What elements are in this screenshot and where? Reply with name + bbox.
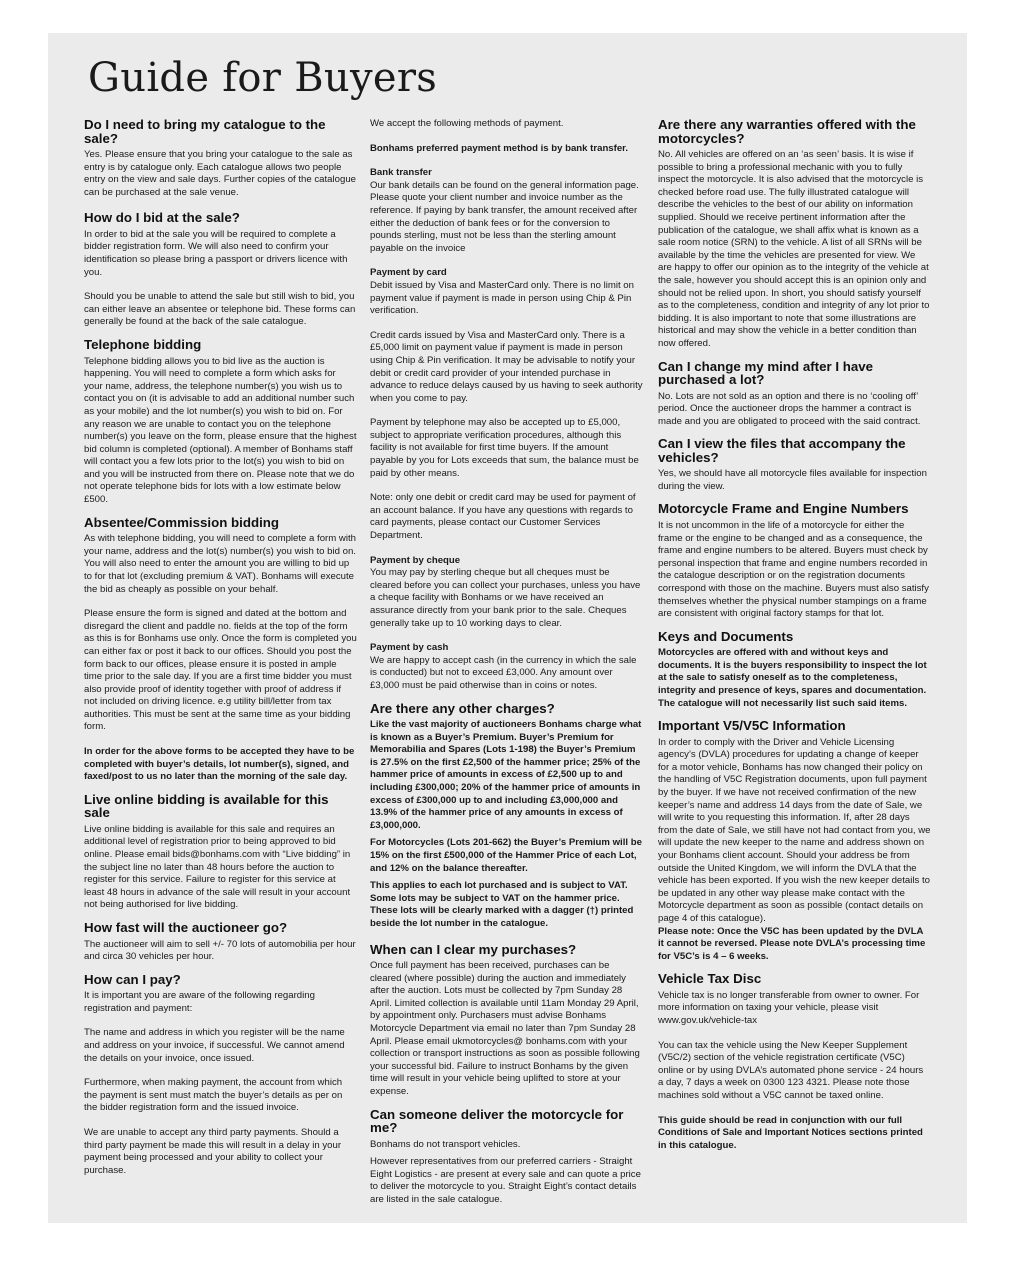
heading-bid: How do I bid at the sale? [84,210,240,226]
text-pay-1: It is important you are aware of the following regarding registration and payment: [84,990,315,1014]
column-right [658,118,931,1164]
text-pay-4: We are unable to accept any third party payments. Should a third party payment be made this will result in a delay in your payment being processed and your ability to collect your purchase. [84,1126,342,1176]
text-preferred: Bonhams preferred payment method is by bank transfer. [370,142,629,154]
text-card-3: Payment by telephone may also be accepted up to £5,000, subject to appropriate verification procedures, although this facility is not available for first time buyers. If the amount payable by you for Lots exceeds that sum, the balance must be paid by other means. [370,417,639,479]
heading-keys: Keys and Documents [658,628,794,644]
text-absentee-3: In order for the above forms to be accepted they have to be completed with buyer’s details, lot number(s), signed, and faxed/post to us no later than the morning of the sale day. [84,746,355,783]
heading-tax: Vehicle Tax Disc [658,971,762,987]
text-pay-2: The name and address in which you register will be the name and address on your invoice, if successful. We cannot amend the details on your invoice, once issued. [84,1027,345,1064]
text-frame: It is not uncommon in the life of a motorcycle for either the frame or the engine to be changed and as a consequence, the frame and engine numbers to be altered. Buyers must check by personal inspection that frame and engine numbers recorded in the catalogue description or on the registration documents correspond with those on the machine. Buyers must also satisfy themselves whether the physical number stampings on a frame are consistent with original factory stamps for that lot. [658,519,929,620]
text-mind: No. Lots are not sold as an option and there is no ‘cooling off’ period. Once the auctioneer drops the hammer a contract is made and you are obligated to proceed with the said contract. [658,390,921,427]
heading-telephone: Telephone bidding [84,337,202,353]
text-bid-2: Should you be unable to attend the sale but still wish to bid, you can either leave an absentee or telephone bid. These forms can generally be found at the back of the sale catalogue. [84,291,356,328]
text-v5: In order to comply with the Driver and Vehicle Licensing agency’s (DVLA) procedures for updating a change of keeper for a motor vehicle, Bonhams has now changed their policy on the handling of V5C Registration documents, upon full payment by the buyer. If we have not received confirmation of the new keeper’s name and address 14 days from the date of Sale, we will write to you requesting this information. If, after 28 days from the date of Sale, we still have not had contact from you, we will update the new keeper to the name and address shown on your Bonhams client account. Should your address be from outside the United Kingdom, we will inform the DVLA that the vehicle has been exported. If you wish the new keeper details to be updated in any other way please make contact with the Motorcycle department as soon as possible (contact details on page 4 of this catalogue). [658,736,931,924]
heading-frame: Motorcycle Frame and Engine Numbers [658,501,909,517]
text-charges-1: Like the vast majority of auctioneers Bonhams charge what is known as a Buyer’s Premium. Buyer’s Premium for Memorabilia and Spares (Lots 1-198) the Buyer’s Premium is 27.5% on the first £2,500 of the hammer price; 25% of the hammer price of amounts in excess of £2,500 up to and including £300,000; 20% of the hammer price of amounts in excess of £300,000 up to and including £3,000,000 and 13.9% of the hammer price of any amounts in excess of £3,000,000. [370,719,642,831]
text-bank: Our bank details can be found on the general information page. Please quote your client number and invoice number as the reference. If paying by bank transfer, the amount received after either the deduction of bank fees or for the conversion to pounds sterling, must not be less than the sterling amount payable on the invoice [370,179,639,254]
text-absentee-2: Please ensure the form is signed and dated at the bottom and disregard the client and paddle no. fields at the top of the form as this is for Bonhams use only. Once the form is completed you can either fax or post it back to our offices. Should you post the form back to our offices, please ensure it is posted in ample time prior to the sale day. If you are a first time bidder you must also provide proof of identity together with proof of address if not included on driving licence. e.g utility bill/letter from tax authorities. This must be sent at the same time as your bidding form. [84,608,357,733]
text-online: Live online bidding is available for this sale and requires an additional level of registration prior to being approved to bid online. Please email bids@bonhams.com with “Live bidding” in the subject line no later than 48 hours before the auction to register for this service. Failure to register for this service at least 48 hours in advance of the sale will result in your account not being authorised for live bidding. [84,823,351,911]
text-deliver-2: However representatives from our preferred carriers - Straight Eight Logistics - are present at every sale and can quote a price to deliver the motorcycle to you. Straight Eight’s contact details are listed in the sale catalogue. [370,1156,641,1205]
text-catalogue: Yes. Please ensure that you bring your catalogue to the sale as entry is by catalogue only. Each catalogue allows two people entry on the view and sale days. Further copies of the catalogue can be purchased at the sale venue. [84,149,356,198]
text-deliver-1: Bonhams do not transport vehicles. [370,1138,521,1150]
heading-v5: Important V5/V5C Information [658,718,846,734]
text-warranty: No. All vehicles are offered on an ‘as seen’ basis. It is wise if possible to bring a professional mechanic with you to fully inspect the motorcycle. It is also advised that the motorcycle is checked before road use. The fully illustrated catalogue will describe the vehicles to the best of our ability on information supplied. Should we receive pertinent information after the publication of the catalogue, we shall affix what is known as a sale room notice (SRN) to the vehicle. A list of all SRNs will be available by the time the vehicles are presented for view. We are happy to offer our opinion as to the integrity of the vehicle at the sale, however you should accept this is an opinion only and should not be relied upon. In short, you should satisfy yourself as to the completeness, condition and integrity of any lot prior to bidding. It is also important to note that some illustrations are historical and may show the vehicle in a better condition than now offered. [658,149,930,349]
heading-fast: How fast will the auctioneer go? [84,920,288,935]
heading-clear: When can I clear my purchases? [370,941,577,957]
heading-charges: Are there any other charges? [370,700,555,716]
text-bid-1: In order to bid at the sale you will be required to complete a bidder registration form. We will also need to confirm your identification so please bring a passport or drivers licence with you. [84,228,348,278]
heading-mind: Can I change my mind after I have purchased a lot? [658,358,874,387]
heading-catalogue: Do I need to bring my catalogue to the sale? [84,117,326,146]
heading-cash: Payment by cash [370,642,449,654]
text-card-4: Note: only one debit or credit card may be used for payment of an account balance. If you have any questions with regards to card payments, please contact our Customer Services Department. [370,492,636,542]
column-left [84,118,357,1189]
text-cash: We are happy to accept cash (in the currency in which the sale is conducted) but not to exceed £3,000. Any amount over £3,000 must be paid otherwise than in coins or notes. [370,654,637,691]
text-card-2: Credit cards issued by Visa and MasterCard only. There is a £5,000 limit on payment value if payment is made in person using Chip & Pin verification. It may be advisable to notify your debit or credit card provider of your intended purchase in advance to reduce delays caused by us having to seek authority when you come to pay. [370,329,643,404]
column-middle [370,118,643,1212]
heading-absentee: Absentee/Commission bidding [84,514,280,530]
text-methods: We accept the following methods of payment. [370,118,564,129]
text-charges-3: This applies to each lot purchased and is subject to VAT. Some lots may be subject to VAT on the hammer price. These lots will be clearly marked with a dagger (†) printed beside the lot number in the catalogue. [370,880,634,929]
text-telephone: Telephone bidding allows you to bid live as the auction is happening. You will need to complete a form which asks for your name, address, the telephone number(s) you wish us to contact you on (it is advisable to add an additional number such as your mobile) and the lot number(s) you wish to bid on. For any reason we are unable to contact you on the telephone number(s) you leave on the form, please ensure that the highest bid column is completed (optional). A member of Bonhams staff will contact you a few lots prior to the lot(s) you wish to bid on and you will be instructed from there on. Please note that we do not operate telephone bids for lots with a low estimate below £500. [84,355,357,506]
text-cheque: You may pay by sterling cheque but all cheques must be cleared before you can collect your purchases, unless you have a cheque facility with Bonhams or we have received an assurance directly from your bank prior to the sale. Cheques generally take up to 10 working days to clear. [370,567,641,629]
heading-files: Can I view the files that accompany the vehicles? [658,436,906,465]
guide-page [48,33,967,1223]
text-clear: Once full payment has been received, purchases can be cleared (where possible) during the auction and immediately after the auction. Lots must be collected by 7pm Sunday 28 April. Limited collection is available until 11am Monday 29 April, by appointment only. Purchasers must advise Bonhams Motorcycle Department via email no later than 7pm Sunday 28 April. Please email ukmotorcycles@ bonhams.com with your collection or transport instructions as soon as possible following your successful bid. Failure to instruct Bonhams by the given time will result in your vehicle being uplifted to store at your expense. [370,960,640,1097]
text-v5-note: Please note: Once the V5C has been updated by the DVLA it cannot be reversed. Please note DVLA’s processing time for V5C’s is 4 – 6 weeks. [658,925,926,962]
text-card-1: Debit issued by Visa and MasterCard only. There is no limit on payment value if payment is made in person using Chip & Pin verification. [370,279,634,317]
text-tax-2: You can tax the vehicle using the New Keeper Supplement (V5C/2) section of the vehicle registration certificate (V5C) online or by using DVLA’s automated phone service - 24 hours a day, 7 days a week on 0300 123 4321. Please note those machines sold without a V5C cannot be taxed online. [658,1039,924,1102]
heading-warranty: Are there any warranties offered with the motorcycles? [658,117,916,146]
page-title: Guide for Buyers [88,55,438,101]
heading-deliver: Can someone deliver the motorcycle for me? [370,1106,624,1136]
text-final: This guide should be read in conjunction with our full Conditions of Sale and Important Notices sections printed in this catalogue. [658,1114,923,1151]
heading-card: Payment by card [370,267,447,279]
text-absentee-1: As with telephone bidding, you will need to complete a form with your name, address and the lot(s) number(s) you wish to bid on. You will also need to enter the amount you are willing to bid up to for that lot (excluding premium & VAT). Bonhams will execute the bid as cheaply as possible on your behalf. [84,533,356,595]
heading-cheque: Payment by cheque [370,554,461,566]
text-fast: The auctioneer will aim to sell +/- 70 lots of automobilia per hour and circa 30 vehicles per hour. [84,938,356,963]
heading-bank: Bank transfer [370,167,432,179]
heading-pay: How can I pay? [84,971,181,987]
text-pay-3: Furthermore, when making payment, the account from which the payment is sent must match the buyer’s details as per on the bidder registration form and the issued invoice. [84,1077,343,1114]
text-charges-2: For Motorcycles (Lots 201-662) the Buyer’s Premium will be 15% on the first £500,000 of the Hammer Price of each Lot, and 12% on the balance thereafter. [370,837,642,874]
text-files: Yes, we should have all motorcycle files available for inspection during the view. [658,468,927,492]
text-tax-1: Vehicle tax is no longer transferable from owner to owner. For more information on taxing your vehicle, please visit www.gov.uk/vehicle-tax [658,989,920,1027]
text-keys: Motorcycles are offered with and without keys and documents. It is the buyers responsibility to inspect the lot at the sale to satisfy oneself as to the completeness, integrity and presence of keys, spares and documentation. The catalogue will not necessarily list such said items. [658,647,927,709]
heading-online: Live online bidding is available for this sale [84,791,329,821]
